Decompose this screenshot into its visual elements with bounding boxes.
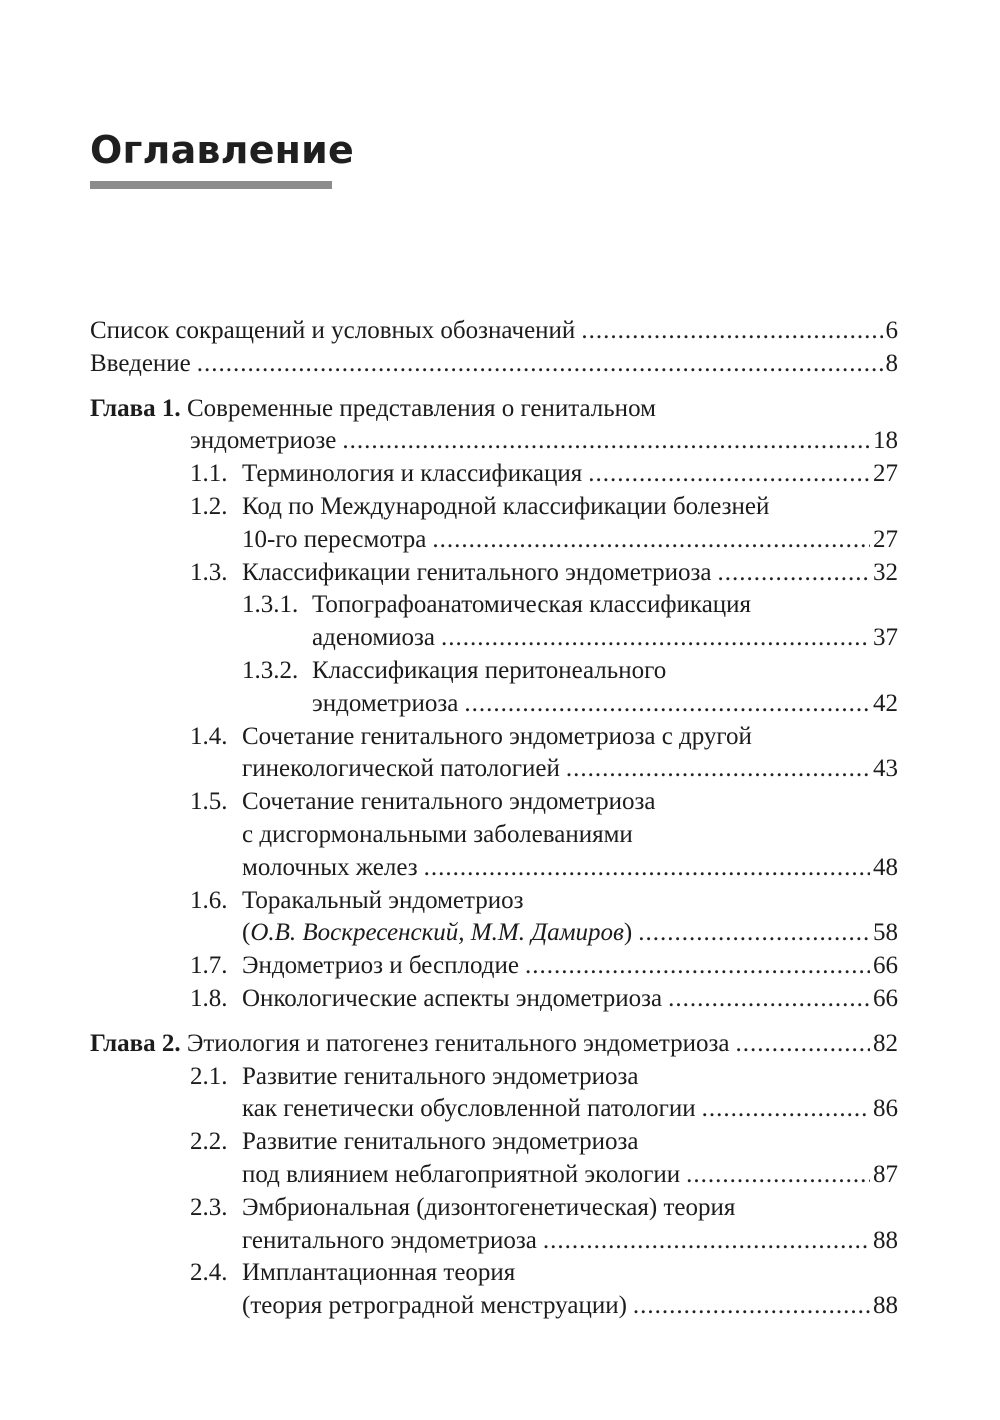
- section-authors: О.В. Воскресенский, М.М. Дамиров: [250, 919, 624, 947]
- section-title: Сочетание генитального эндометриоза: [242, 788, 656, 816]
- section-title: Торакальный эндометриоз: [242, 886, 524, 914]
- section-number: 1.5.: [190, 788, 228, 816]
- toc-entry-1-3-2-continuation[interactable]: [90, 688, 898, 721]
- page-title: Оглавление: [90, 128, 354, 172]
- section-number: 1.6.: [190, 886, 228, 914]
- toc-page-number: 42: [873, 689, 898, 717]
- toc-page-number: 88: [873, 1292, 898, 1320]
- toc-page-number: 18: [873, 427, 898, 455]
- toc-chapter-2-heading[interactable]: [90, 1028, 898, 1061]
- dot-leader: [717, 557, 870, 590]
- section-number: 1.7.: [190, 952, 228, 980]
- toc-entry-2-3-continuation[interactable]: [90, 1225, 898, 1258]
- toc-entry-1-5[interactable]: [90, 786, 898, 819]
- dot-leader: [686, 1159, 870, 1192]
- toc-entry-abbreviations[interactable]: [90, 315, 898, 348]
- section-title-continuation: (теория ретроградной менструации): [242, 1292, 627, 1320]
- dot-leader: [702, 1093, 870, 1126]
- toc-entry-1-3-1[interactable]: [90, 589, 898, 622]
- toc-page-number: 58: [873, 919, 898, 947]
- chapter-title: Этиология и патогенез генитального эндометриоза: [186, 1029, 730, 1057]
- toc-entry-2-1-continuation[interactable]: [90, 1093, 898, 1126]
- toc-entry-1-6-continuation[interactable]: [90, 917, 898, 950]
- section-title: Классификация перитонеального: [312, 656, 667, 684]
- dot-leader: [424, 852, 870, 885]
- toc-entry-1-5-continuation[interactable]: [90, 819, 898, 852]
- toc-entry-2-3[interactable]: [90, 1192, 898, 1225]
- section-title-continuation: аденомиоза: [312, 624, 435, 652]
- toc-entry-1-3-1-continuation[interactable]: [90, 622, 898, 655]
- toc-page-number: 6: [885, 317, 898, 344]
- toc-page-number: 86: [873, 1095, 898, 1123]
- section-title-continuation: 10-го пересмотра: [242, 525, 427, 553]
- section-number: 1.2.: [190, 492, 228, 520]
- section-title: Код по Международной классификации болезней: [242, 492, 770, 520]
- chapter-label: Глава 1.: [90, 394, 181, 422]
- section-title: Сочетание генитального эндометриоза с другой: [242, 722, 752, 750]
- chapter-title: Современные представления о генитальном: [187, 394, 656, 422]
- toc-page-number: 82: [873, 1029, 898, 1057]
- dot-leader: [736, 1028, 870, 1061]
- dot-leader: [668, 983, 870, 1016]
- dot-leader: [432, 524, 870, 557]
- section-number: 1.3.: [190, 558, 228, 586]
- toc-entry-1-4[interactable]: [90, 721, 898, 754]
- toc-entry-1-1[interactable]: [90, 458, 898, 491]
- dot-leader: [441, 622, 870, 655]
- toc-entry-2-2[interactable]: [90, 1126, 898, 1159]
- dot-leader: [566, 753, 870, 786]
- toc-entry-text: Введение: [90, 349, 191, 377]
- toc-page-number: 87: [873, 1160, 898, 1188]
- toc-entry-1-8[interactable]: [90, 983, 898, 1016]
- dot-leader: [197, 348, 883, 381]
- dot-leader: [588, 458, 870, 491]
- toc-entry-introduction[interactable]: [90, 348, 898, 381]
- section-title: Имплантационная теория: [242, 1259, 516, 1287]
- section-title: Топографоанатомическая классификация: [312, 591, 752, 619]
- section-title: Развитие генитального эндометриоза: [242, 1128, 639, 1156]
- dot-leader: [464, 688, 870, 721]
- table-of-contents: [90, 315, 898, 1323]
- toc-page-number: 88: [873, 1226, 898, 1254]
- section-title-continuation: под влиянием неблагоприятной экологии: [242, 1160, 681, 1188]
- section-title-continuation: эндометриоза: [312, 689, 459, 717]
- section-number: 1.8.: [190, 984, 228, 1012]
- toc-entry-1-5-continuation-2[interactable]: [90, 852, 898, 885]
- toc-entry-1-7[interactable]: [90, 950, 898, 983]
- dot-leader: [342, 425, 870, 458]
- toc-entry-2-2-continuation[interactable]: [90, 1159, 898, 1192]
- section-title-continuation: гинекологической патологией: [242, 755, 560, 783]
- section-title: Терминология и классификация: [242, 460, 583, 488]
- section-title-continuation: с дисгормональными заболеваниями: [242, 820, 633, 848]
- section-title-continuation: молочных желез: [242, 853, 418, 881]
- toc-entry-2-4-continuation[interactable]: [90, 1290, 898, 1323]
- toc-page-number: 27: [873, 460, 898, 488]
- toc-page-number: 27: [873, 525, 898, 553]
- toc-chapter-1-continuation[interactable]: [90, 425, 898, 458]
- toc-entry-1-3[interactable]: [90, 557, 898, 590]
- chapter-label: Глава 2.: [90, 1029, 181, 1057]
- section-number: 2.1.: [190, 1062, 228, 1090]
- paren-open: (: [242, 919, 251, 947]
- toc-entry-1-2[interactable]: [90, 491, 898, 524]
- toc-entry-2-4[interactable]: [90, 1257, 898, 1290]
- section-title: Классификации генитального эндометриоза: [242, 558, 712, 586]
- toc-page-number: 43: [873, 755, 898, 783]
- dot-leader: [525, 950, 870, 983]
- toc-entry-2-1[interactable]: [90, 1061, 898, 1094]
- section-number: 2.3.: [190, 1193, 228, 1221]
- section-number: 1.3.2.: [242, 656, 299, 684]
- section-title: Эмбриональная (дизонтогенетическая) теория: [242, 1193, 736, 1221]
- toc-entry-1-6[interactable]: [90, 885, 898, 918]
- toc-entry-1-4-continuation[interactable]: [90, 753, 898, 786]
- toc-page-number: 66: [873, 952, 898, 980]
- toc-page-number: 66: [873, 984, 898, 1012]
- dot-leader: [633, 1290, 870, 1323]
- chapter-title-continuation: эндометриозе: [190, 427, 337, 455]
- section-title: Развитие генитального эндометриоза: [242, 1062, 639, 1090]
- section-number: 1.4.: [190, 722, 228, 750]
- section-number: 1.3.1.: [242, 591, 299, 619]
- section-number: 2.2.: [190, 1128, 228, 1156]
- toc-chapter-1-heading[interactable]: [90, 393, 898, 426]
- section-title: Эндометриоз и бесплодие: [242, 952, 519, 980]
- toc-entry-1-3-2[interactable]: [90, 655, 898, 688]
- title-underline: [90, 181, 332, 189]
- dot-leader: [581, 315, 882, 348]
- toc-page-number: 8: [885, 349, 898, 377]
- paren-close: ): [623, 919, 633, 947]
- toc-page-number: 37: [873, 624, 898, 652]
- toc-page-number: 32: [873, 558, 898, 586]
- section-number: 1.1.: [190, 460, 228, 488]
- toc-entry-text: Список сокращений и условных обозначений: [90, 317, 576, 344]
- toc-page-number: 48: [873, 853, 898, 881]
- section-title-continuation: генитального эндометриоза: [242, 1226, 537, 1254]
- toc-entry-1-2-continuation[interactable]: [90, 524, 898, 557]
- dot-leader: [543, 1225, 870, 1258]
- dot-leader: [638, 917, 870, 950]
- section-title: Онкологические аспекты эндометриоза: [242, 984, 663, 1012]
- section-title-continuation: как генетически обусловленной патологии: [242, 1095, 696, 1123]
- section-number: 2.4.: [190, 1259, 228, 1287]
